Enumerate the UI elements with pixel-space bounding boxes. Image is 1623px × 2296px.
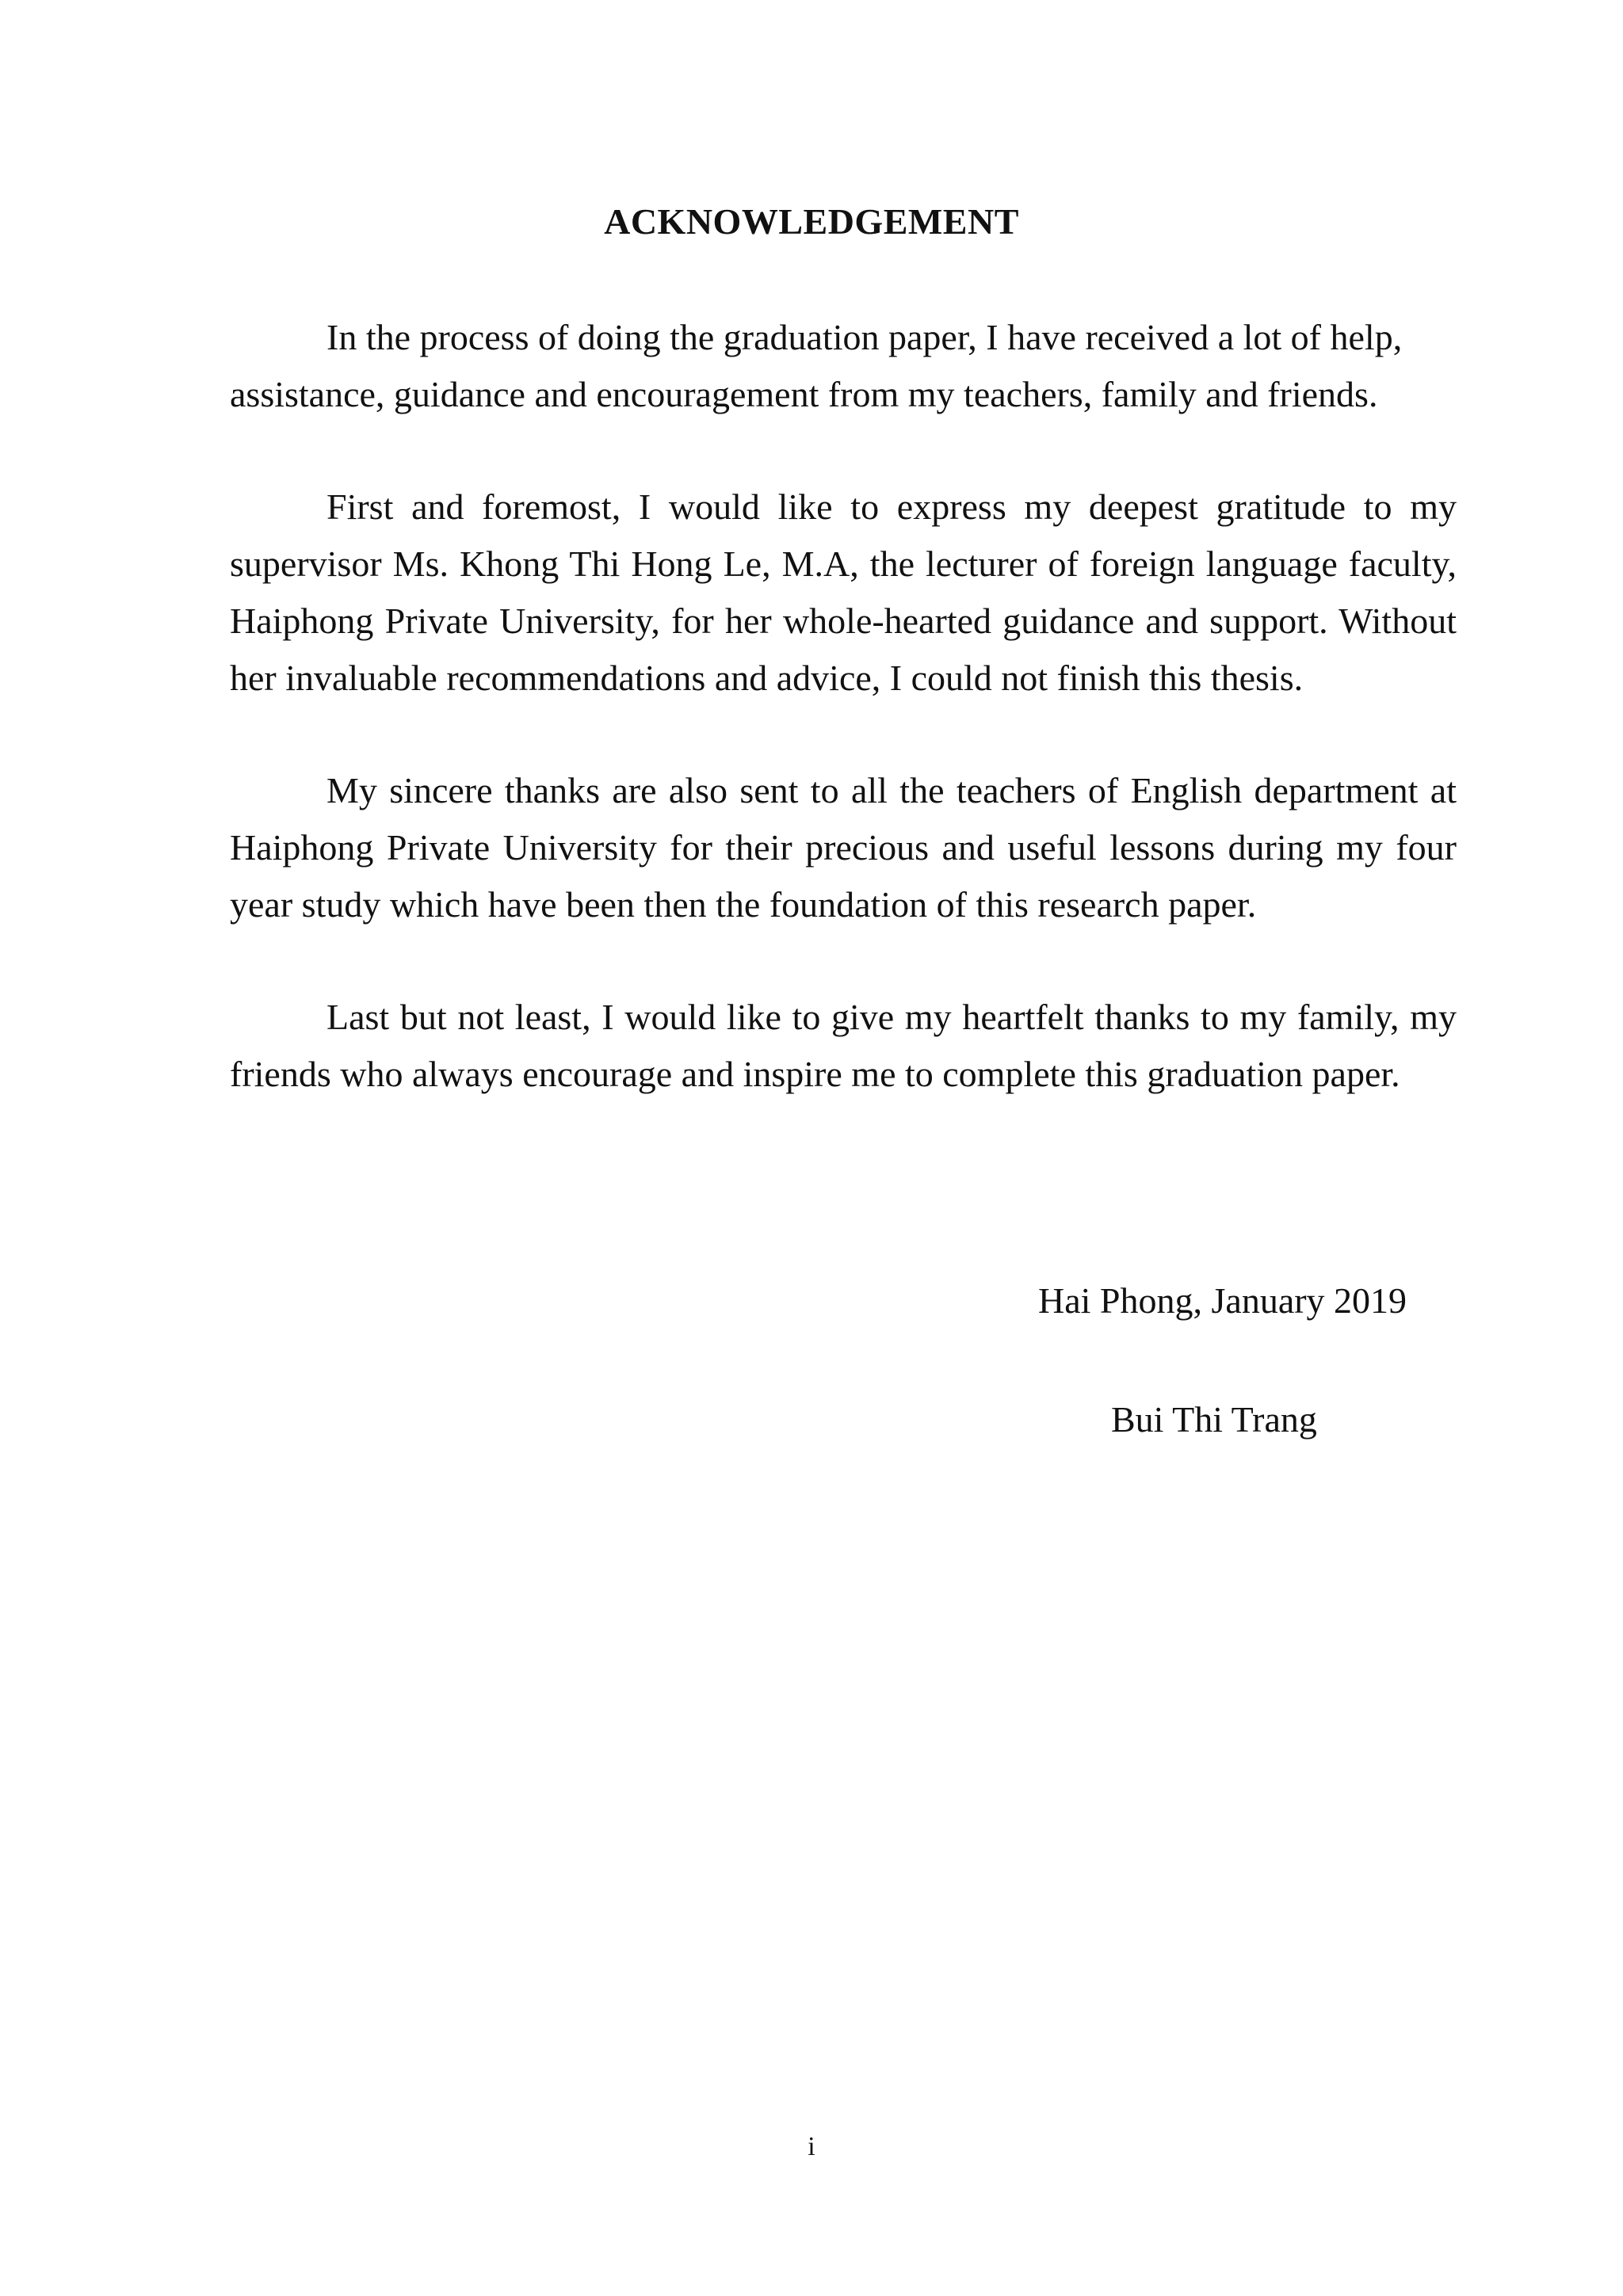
place-date: Hai Phong, January 2019 (1038, 1280, 1407, 1321)
paragraph-intro: In the process of doing the graduation paper, I have received a lot of help, assistance, guidance and encouragement from my teachers, family and friends. (230, 317, 1403, 414)
paragraph-teachers: My sincere thanks are also sent to all the teachers of English department at Haiphong Private University for their precious and useful lessons during my four year study which have been then the foundation of this research paper. (230, 770, 1457, 925)
author-name: Bui Thi Trang (1111, 1399, 1317, 1440)
acknowledgement-body (230, 309, 1457, 1158)
paragraph-supervisor: First and foremost, I would like to express my deepest gratitude to my supervisor Ms. Khong Thi Hong Le, M.A, the lecturer of foreign language faculty, Haiphong Private University, for her whole-hearted guidance and support. Without her invaluable recommendations and advice, I could not finish this thesis. (230, 486, 1457, 698)
page-number: i (808, 2132, 815, 2161)
page-title: ACKNOWLEDGEMENT (604, 201, 1019, 242)
paragraph-family: Last but not least, I would like to give my heartfelt thanks to my family, my friends who always encourage and inspire me to complete this graduation paper. (230, 997, 1457, 1094)
